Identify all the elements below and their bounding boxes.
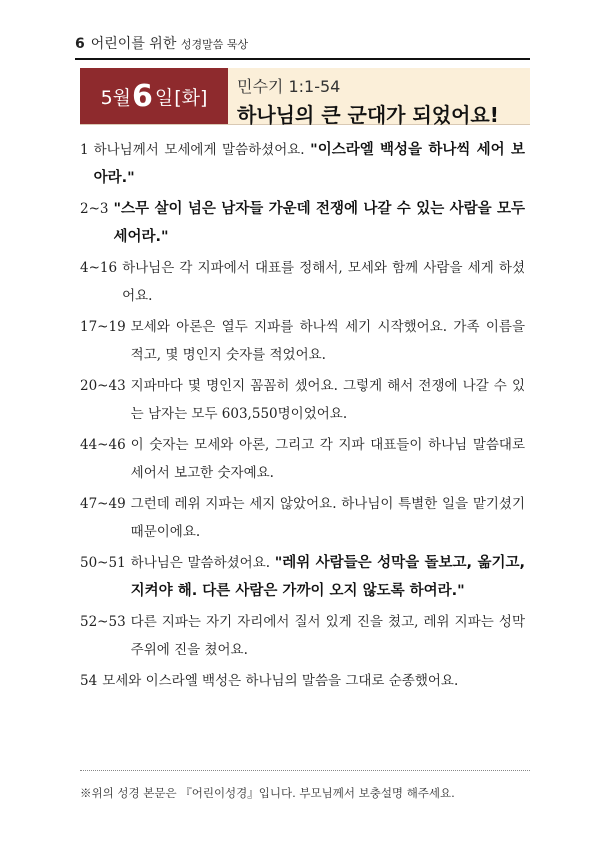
verse-number: 1 [80,142,89,158]
verse-item [80,136,525,192]
date-day-suffix: 일 [154,86,174,109]
verse-quote: "레위 사람들은 성막을 돌보고, 옮기고, 지켜야 해. 다른 사람은 가까이 오지 않도록 하여라." [130,555,525,599]
verse-list [80,136,525,698]
verse-number: 54 [80,673,98,689]
date-day: 6 [132,78,153,114]
verse-item [80,667,525,695]
date-month: 5월 [100,86,132,109]
verse-number: 44~46 [80,437,126,453]
footnote: ※위의 성경 본문은 『어린이성경』입니다. 부모님께서 보충설명 해주세요. [80,786,455,800]
date-badge [80,68,228,124]
verse-item [80,549,525,605]
verse-text [94,136,525,192]
footnote-divider [80,770,530,771]
verse-number: 47~49 [80,496,126,512]
verse-quote: "이스라엘 백성을 하나씩 세어 보아라." [93,142,525,186]
page-title: 하나님의 큰 군대가 되었어요! [237,103,499,127]
verse-plain: 하나님께서 모세에게 말씀하셨어요. [93,142,311,158]
verse-item [80,372,525,428]
book-title: 어린이를 위한 [90,36,177,52]
verse-number: 4~16 [80,260,118,276]
verse-text: 모세와 아론은 열두 지파를 하나씩 세기 시작했어요. 가족 이름을 적고, 몇 명인지 숫자를 적었어요. [130,319,525,363]
title-box [80,68,530,125]
header-divider [75,58,530,60]
verse-item [80,608,525,664]
scripture-reference: 민수기 1:1-54 [237,77,341,96]
verse-item [80,490,525,546]
verse-number: 17~19 [80,319,126,335]
verse-item [80,195,525,251]
verse-number: 50~51 [80,555,126,571]
verse-text [131,549,525,605]
verse-item [80,254,525,310]
verse-text: 이 숫자는 모세와 아론, 그리고 각 지파 대표들이 하나님 말씀대로 세어서 보고한 숫자예요. [130,437,525,481]
verse-number: 20~43 [80,378,126,394]
verse-item [80,431,525,487]
date-weekday: [화] [174,86,208,109]
verse-text: 지파마다 몇 명인지 꼼꼼히 셌어요. 그렇게 해서 전쟁에 나갈 수 있는 남자는 모두 603,550명이었어요. [130,378,525,422]
page-header [75,33,248,53]
verse-text: 다른 지파는 자기 자리에서 질서 있게 진을 쳤고, 레위 지파는 성막 주위에 진을 쳤어요. [130,614,525,658]
page-number: 6 [75,36,85,52]
verse-text: 하나님은 각 지파에서 대표를 정해서, 모세와 함께 사람을 세게 하셨어요. [122,260,525,304]
verse-plain: 하나님은 말씀하셨어요. [130,555,275,571]
book-subtitle: 성경말씀 묵상 [180,38,249,51]
title-panel [228,68,530,127]
verse-text: 그런데 레위 지파는 세지 않았어요. 하나님이 특별한 일을 맡기셨기 때문이에요. [130,496,525,540]
verse-quote: "스무 살이 넘은 남자들 가운데 전쟁에 나갈 수 있는 사람을 모두 세어라." [113,201,525,245]
verse-number: 52~53 [80,614,126,630]
verse-text: 모세와 이스라엘 백성은 하나님의 말씀을 그대로 순종했어요. [102,673,459,689]
verse-item [80,313,525,369]
verse-number: 2~3 [80,201,109,217]
